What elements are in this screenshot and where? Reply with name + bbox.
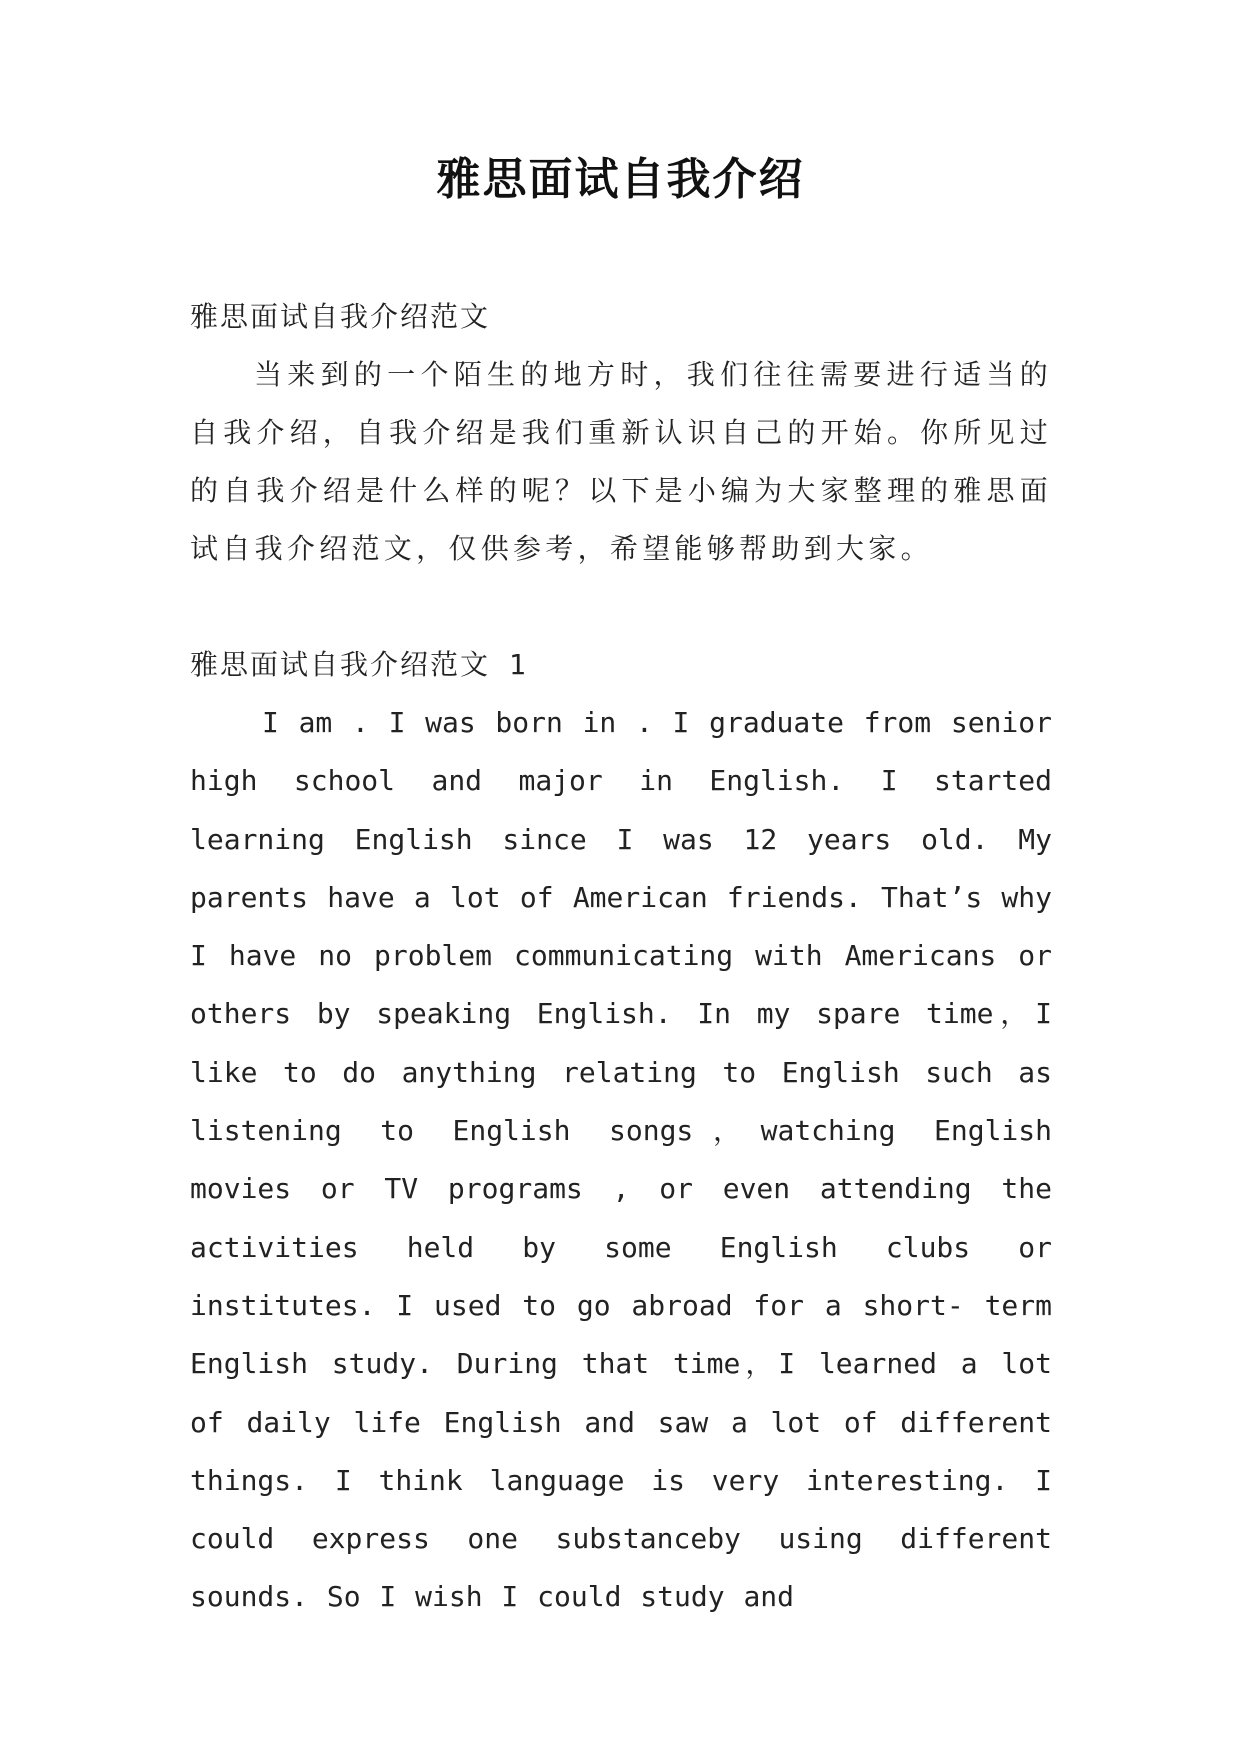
document-title: 雅思面试自我介绍	[436, 154, 805, 205]
section-heading: 雅思面试自我介绍范文 1	[190, 648, 528, 681]
intro-paragraph: 当来到的一个陌生的地方时，我们往往需要进行适当的自我介绍，自我介绍是我们重新认识自己的开始。你所见过的自我介绍是什么样的呢？以下是小编为大家整理的雅思面试自我介绍范文，仅供参考，希望能够帮助到大家。	[190, 358, 1052, 565]
section-heading: 雅思面试自我介绍范文	[190, 300, 491, 333]
sample-paragraph: I am . I was born in . I graduate from senior high school and major in English. I started learning English since I was 12 years old. My parents have a lot of American friends. That’s why I have no problem communicating with Americans or others by speaking English. In my spare time，I like to do anything relating to English such as listening to English songs，watching English movies or TV programs , or even attending the activities held by some English clubs or institutes. I used to go abroad for a short- term English study. During that time，I learned a lot of daily life English and saw a lot of different things. I think language is very interesting. I could express one substanceby using different sounds. So I wish I could study and	[190, 706, 1052, 1614]
